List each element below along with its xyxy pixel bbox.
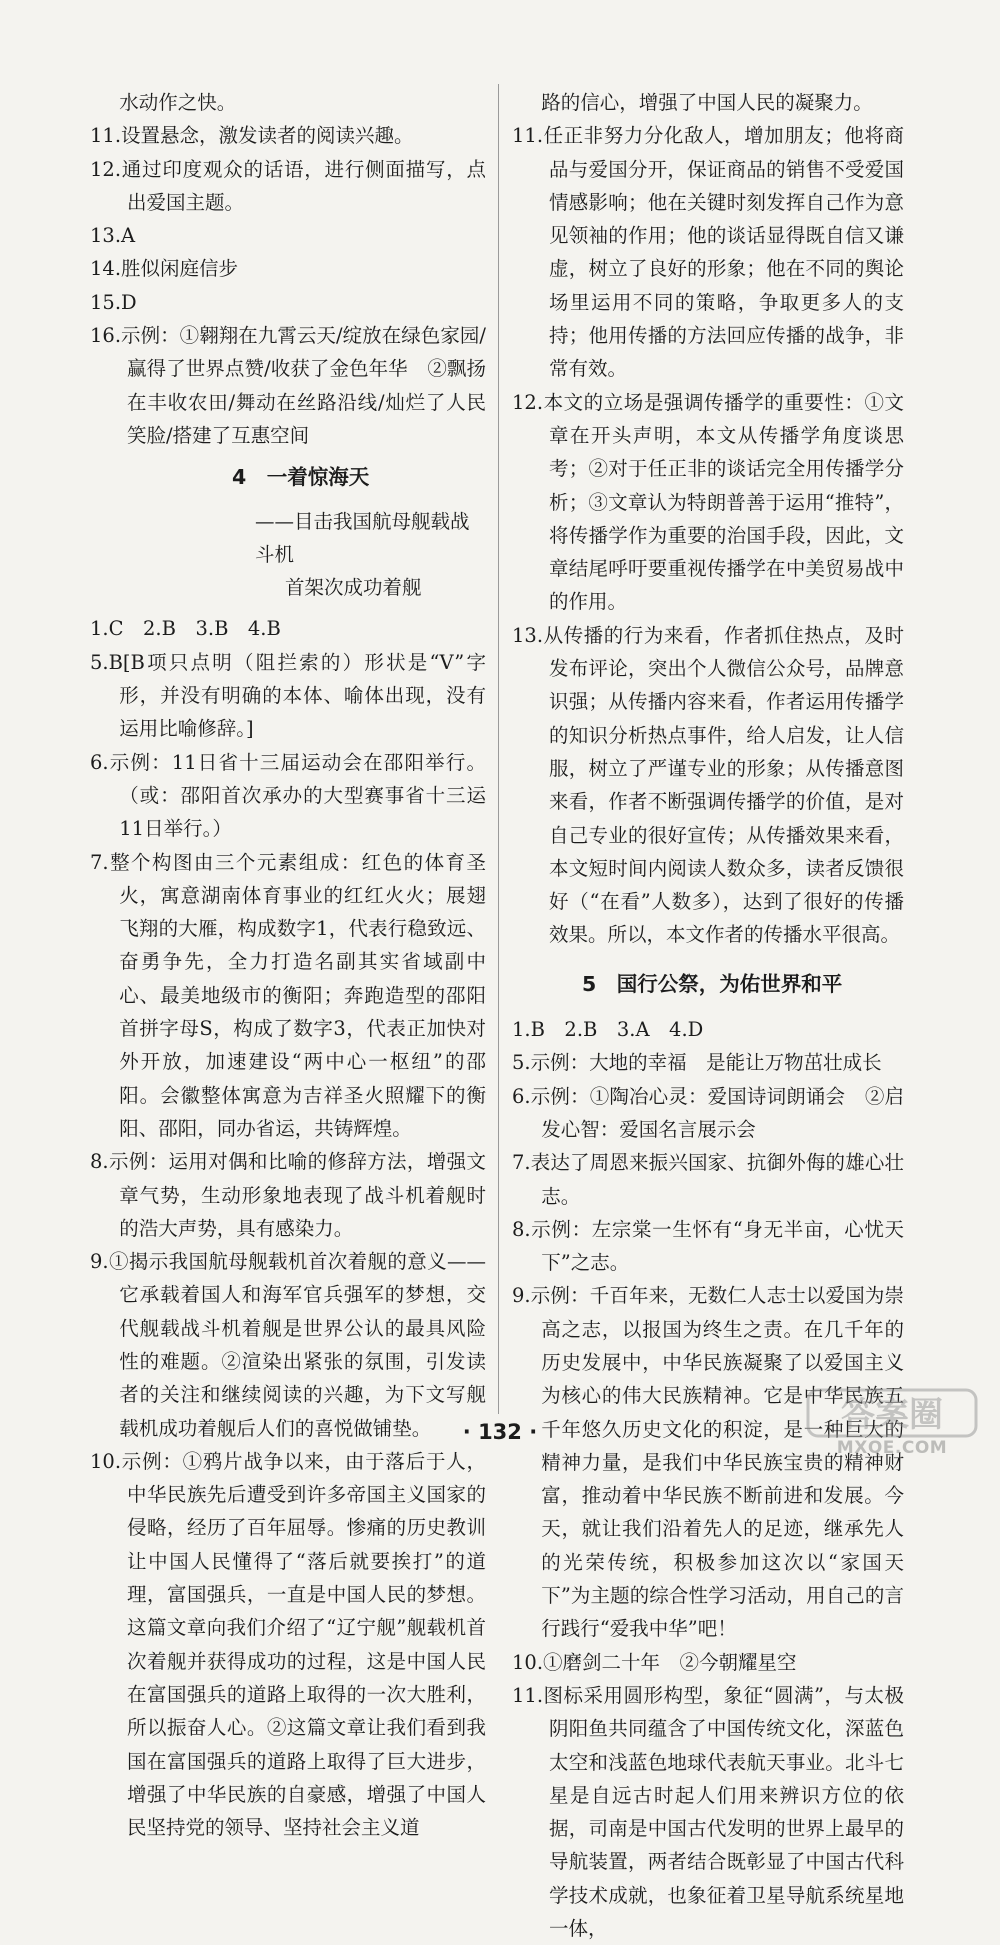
watermark-logo-text: 答案圈 xyxy=(841,1395,943,1435)
answer-item: 10.①磨剑二十年 ②今朝耀星空 xyxy=(512,1650,797,1674)
watermark-url: MXQE.COM xyxy=(836,1438,948,1458)
page-number: · 132 · xyxy=(462,1420,538,1444)
left-top-answers xyxy=(90,86,486,452)
answer-item: 5.B[B项只点明（阻拦索的）形状是“V”字形，并没有明确的本体、喻体出现，没有运用比喻修辞。] xyxy=(90,650,486,741)
answer-item: 15.D xyxy=(90,290,137,314)
answer-item: 8.示例：左宗棠一生怀有“身无半亩，心忧天下”之志。 xyxy=(512,1217,904,1275)
answer-item: 1.B 2.B 3.A 4.D xyxy=(512,1018,704,1042)
section-subtitle-continued: 首架次成功着舰 xyxy=(285,576,422,600)
answer-item: 11.设置悬念，激发读者的阅读兴趣。 xyxy=(90,124,414,148)
watermark-logo xyxy=(806,1384,978,1440)
answer-item: 11.任正非努力分化敌人，增加朋友；他将商品与爱国分开，保证商品的销售不受爱国情感影响；他在关键时刻发挥自己作为意见领袖的作用；他的谈话显得既自信又谦虚，树立了良好的形象；他在不同的舆论场里运用不同的策略，争取更多人的支持；他用传播的方法回应传播的战争，非常有效。 xyxy=(512,124,904,381)
watermark xyxy=(806,1384,978,1462)
left-column xyxy=(90,86,486,1844)
answer-item: 水动作之快。 xyxy=(119,91,237,114)
section-title: 5 国行公祭，为佑世界和平 xyxy=(582,971,843,996)
right-column xyxy=(512,86,904,1945)
answer-item: 9.①揭示我国航母舰载机首次着舰的意义——它承载着国人和海军官兵强军的梦想，交代舰载战斗机着舰是世界公认的最具风险性的难题。②渲染出紧张的氛围，引发读者的关注和继续阅读的兴趣，为下文写舰载机成功着舰后人们的喜悦做铺垫。 xyxy=(90,1250,486,1440)
answer-item: 16.示例：①翱翔在九霄云天/绽放在绿色家园/赢得了世界点赞/收获了金色年华 ②飘扬在丰收农田/舞动在丝路沿线/灿烂了人民笑脸/搭建了互惠空间 xyxy=(90,324,486,447)
answer-item: 7.表达了周恩来振兴国家、抗御外侮的雄心壮志。 xyxy=(512,1151,904,1208)
answer-item: 9.示例：千百年来，无数仁人志士以爱国为崇高之志，以报国为终生之责。在几千年的历史发展中，中华民族凝聚了以爱国主义为核心的伟大民族精神。它是中华民族五千年悠久历史文化的积淀，是一种巨大的精神力量，是我们中华民族宝贵的精神财富，推动着中华民族不断前进和发展。今天，就让我们沿着先人的足迹，继承先人的光荣传统，积极参加这次以“家国天下”为主题的综合性学习活动，用自己的言行践行“爱我中华”吧！ xyxy=(512,1284,904,1641)
answer-item: 14.胜似闲庭信步 xyxy=(90,257,239,281)
answer-item: 路的信心，增强了中国人民的凝聚力。 xyxy=(541,91,873,114)
answer-item: 13.A xyxy=(90,224,136,248)
answer-item: 12.通过印度观众的话语，进行侧面描写，点出爱国主题。 xyxy=(90,157,486,214)
section-title: 4 一着惊海天 xyxy=(232,465,370,490)
answer-item: 7.整个构图由三个元素组成：红色的体育圣火，寓意湖南体育事业的红红火火；展翅飞翔的大雁，构成数字1，代表行稳致远、奋勇争先，全力打造名副其实省域副中心、最美地级市的衡阳；奔跑造型的邵阳首拼字母S，构成了数字3，代表正加快对外开放，加速建设“两中心一枢纽”的邵阳。会徽整体寓意为吉祥圣火照耀下的衡阳、邵阳，同办省运，共铸辉煌。 xyxy=(90,850,486,1140)
right-section-answers xyxy=(512,1013,904,1945)
answer-item: 10.示例：①鸦片战争以来，由于落后于人，中华民族先后遭受到许多帝国主义国家的侵略，经历了百年屈辱。惨痛的历史教训让中国人民懂得了“落后就要挨打”的道理，富国强兵，一直是中国人民的梦想。这篇文章向我们介绍了“辽宁舰”舰载机首次着舰并获得成功的过程，这是中国人民在富国强兵的道路上取得的一次大胜利，所以振奋人心。②这篇文章让我们看到我国在富国强兵的道路上取得了巨大进步，增强了中华民族的自豪感，增强了中国人民坚持党的领导、坚持社会主义道 xyxy=(90,1449,486,1840)
answer-item: 12.本文的立场是强调传播学的重要性：①文章在开头声明，本文从传播学角度谈思考；②对于任正非的谈话完全用传播学分析；③文章认为特朗普善于运用“推特”，将传播学作为重要的治国手段，因此，文章结尾呼吁要重视传播学在中美贸易战中的作用。 xyxy=(512,390,904,614)
answer-item: 6.示例：11日省十三届运动会在邵阳举行。（或：邵阳首次承办的大型赛事省十三运11日举行。） xyxy=(90,750,486,841)
answer-item: 6.示例：①陶冶心灵：爱国诗词朗诵会 ②启发心智：爱国名言展示会 xyxy=(512,1084,904,1141)
section-subtitle: ——目击我国航母舰载战斗机 xyxy=(255,509,470,566)
answer-item: 8.示例：运用对偶和比喻的修辞方法，增强文章气势，生动形象地表现了战斗机着舰时的浩大声势，具有感染力。 xyxy=(90,1150,486,1240)
right-top-answers xyxy=(512,86,904,952)
answer-item: 5.示例：大地的幸福 是能让万物茁壮成长 xyxy=(512,1051,882,1075)
answer-item: 13.从传播的行为来看，作者抓住热点，及时发布评论，突出个人微信公众号，品牌意识强；从传播内容来看，作者运用传播学的知识分析热点事件，给人启发，让人信服，树立了严谨专业的形象；从传播意图来看，作者不断强调传播学的价值，是对自己专业的很好宣传；从传播效果来看，本文短时间内阅读人数众多，读者反馈很好（“在看”人数多），达到了很好的传播效果。所以，本文作者的传播水平很高。 xyxy=(512,623,904,947)
answer-item: 11.图标采用圆形构型，象征“圆满”，与太极阴阳鱼共同蕴含了中国传统文化，深蓝色太空和浅蓝色地球代表航天事业。北斗七星是自远古时起人们用来辨识方位的依据，司南是中国古代发明的世界上最早的导航装置，两者结合既彰显了中国古代科学技术成就，也象征着卫星导航系统星地一体， xyxy=(512,1683,904,1941)
answer-item: 1.C 2.B 3.B 4.B xyxy=(90,617,281,641)
column-divider xyxy=(498,84,499,1414)
left-section-answers xyxy=(90,612,486,1844)
